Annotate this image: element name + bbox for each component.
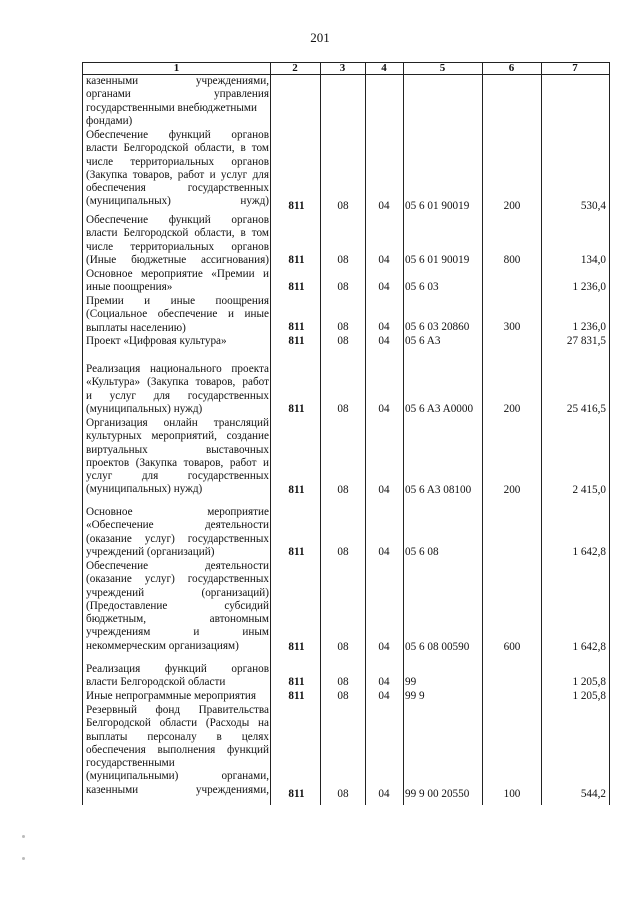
description-line: «Обеспечение деятельности [86,519,269,532]
description-line: Организация онлайн трансляций [86,417,269,429]
admin-code: 811 [288,546,305,558]
description-line: власти Белгородской области, в том [86,227,269,240]
column-header-6: 6 [508,62,515,74]
section-code: 08 [337,321,349,333]
description-line: Реализация национального проекта [86,363,269,375]
expense-type-code: 200 [503,403,521,415]
description-line: (муниципальных) нужд) [86,402,203,415]
row-description [86,363,269,416]
description-line: обеспечения государственных [86,182,269,195]
target-article-code: 05 6 03 [405,281,439,293]
description-line: государственными [86,757,175,770]
description-line: Обеспечение функций органов [86,214,269,226]
description-line: Основное мероприятие «Премии и [86,268,269,280]
row-description [86,295,269,335]
description-line: (Закупка товаров, работ и услуг для [86,168,269,181]
expense-type-code: 800 [503,254,521,266]
admin-code: 811 [288,335,305,347]
description-line: (оказание услуг) государственных [86,532,269,545]
description-line: проектов (Закупка товаров, работ и [86,456,269,469]
section-code: 08 [337,676,349,688]
description-line: выплаты населению) [86,321,186,334]
row-description [86,214,269,267]
description-line: обеспечения выполнения функций [86,743,269,756]
description-line: (Предоставление субсидий [86,599,269,612]
budget-table [82,62,610,805]
target-article-code: 99 [405,676,417,688]
page-number: 201 [310,30,330,45]
admin-code: 811 [288,484,305,496]
section-code: 08 [337,484,349,496]
row-description [86,129,269,209]
description-line: культурных мероприятий, создание [86,430,269,443]
target-article-code: 05 6 03 20860 [405,321,470,333]
amount: 1 642,8 [572,546,606,558]
description-line: Иные непрограммные мероприятия [86,690,257,702]
amount: 134,0 [580,254,606,266]
description-line: учреждениям и иным [86,626,269,639]
section-code: 08 [337,254,349,266]
description-line: (оказание услуг) государственных [86,573,269,586]
column-header-4: 4 [381,62,387,74]
row-description [86,268,269,295]
section-code: 08 [337,281,349,293]
target-article-code: 05 6 08 00590 [405,641,470,653]
expense-type-code: 200 [503,484,521,496]
description-line: Белгородской области (Расходы на [86,717,269,730]
admin-code: 811 [288,690,305,702]
expense-type-code: 100 [503,788,521,800]
amount: 1 205,8 [572,676,606,688]
description-line: Обеспечение деятельности [86,560,269,572]
subsection-code: 04 [378,403,390,415]
description-line: (муниципальными) органами, [86,770,269,783]
section-code: 08 [337,641,349,653]
description-line: и услуг для государственных [86,389,269,402]
row-description [86,560,269,653]
amount: 530,4 [580,200,606,212]
description-line: некоммерческим организациям) [86,639,239,652]
admin-code: 811 [288,321,305,333]
description-line: (Социальное обеспечение и иные [86,308,269,321]
row-description [86,690,269,703]
admin-code: 811 [288,403,305,415]
section-code: 08 [337,788,349,800]
expense-type-code: 600 [503,641,521,653]
target-article-code: 05 6 01 90019 [405,200,470,212]
expense-type-code: 200 [503,200,521,212]
subsection-code: 04 [378,254,390,266]
subsection-code: 04 [378,321,390,333]
subsection-code: 04 [378,641,390,653]
description-line: учреждений (организаций) [86,545,215,558]
amount: 1 205,8 [572,690,606,702]
subsection-code: 04 [378,335,390,347]
description-line: Обеспечение функций органов [86,129,269,141]
description-line: казенными учреждениями, [86,75,269,87]
subsection-code: 04 [378,281,390,293]
description-line: органами управления [86,88,269,101]
row-description [86,335,269,348]
description-line: Резервный фонд Правительства [86,704,269,716]
section-code: 08 [337,200,349,212]
description-line: власти Белгородской области [86,676,226,689]
description-line: государственными внебюджетными [86,101,257,114]
target-article-code: 05 6 08 [405,546,439,558]
amount: 1 236,0 [572,281,606,293]
target-article-code: 05 6 A3 [405,335,441,347]
row-description [86,704,269,797]
row-description [86,417,269,497]
section-code: 08 [337,403,349,415]
admin-code: 811 [288,200,305,212]
description-line: учреждений (организаций) [86,586,269,599]
description-line: выплаты персоналу в целях [86,730,269,743]
row-description [86,506,269,559]
description-line: «Культура» (Закупка товаров, работ [86,376,269,389]
description-line: (муниципальных) нужд) [86,195,269,208]
description-line: (муниципальных) нужд) [86,483,203,496]
description-line: фондами) [86,114,133,127]
description-line: числе территориальных органов [86,240,269,253]
target-article-code: 99 9 00 20550 [405,788,470,800]
target-article-code: 05 6 A3 08100 [405,484,472,496]
target-article-code: 05 6 A3 A0000 [405,403,474,415]
subsection-code: 04 [378,484,390,496]
amount: 1 236,0 [572,321,606,333]
section-code: 08 [337,690,349,702]
scan-speck [22,835,25,838]
amount: 1 642,8 [572,641,606,653]
subsection-code: 04 [378,676,390,688]
section-code: 08 [337,546,349,558]
description-line: власти Белгородской области, в том [86,142,269,155]
admin-code: 811 [288,281,305,293]
scan-speck [22,857,25,860]
description-line: Премии и иные поощрения [86,295,269,307]
description-line: (Иные бюджетные ассигнования) [86,253,269,266]
admin-code: 811 [288,788,305,800]
admin-code: 811 [288,676,305,688]
row-description [86,663,269,690]
column-header-5: 5 [439,62,446,74]
description-line: иные поощрения» [86,281,173,294]
description-line: числе территориальных органов [86,155,269,168]
section-code: 08 [337,335,349,347]
amount: 2 415,0 [572,484,606,496]
column-divider [270,62,271,805]
subsection-code: 04 [378,200,390,212]
column-divider [403,62,404,805]
description-line: казенными учреждениями, [86,783,269,796]
row-description [86,75,269,128]
column-header-7: 7 [572,62,578,74]
column-header-3: 3 [339,62,346,74]
subsection-code: 04 [378,690,390,702]
expense-type-code: 300 [503,321,521,333]
subsection-code: 04 [378,788,390,800]
subsection-code: 04 [378,546,390,558]
description-line: Реализация функций органов [86,663,269,675]
amount: 544,2 [580,788,606,800]
admin-code: 811 [288,254,305,266]
column-header-1: 1 [173,62,180,74]
description-line: услуг для государственных [86,470,269,483]
column-divider [482,62,483,805]
description-line: Проект «Цифровая культура» [86,335,227,347]
column-header-2: 2 [292,62,298,74]
amount: 25 416,5 [566,403,606,415]
description-line: бюджетным, автономным [86,613,269,626]
amount: 27 831,5 [566,335,606,347]
target-article-code: 99 9 [405,690,425,702]
description-line: Основное мероприятие [86,506,269,518]
target-article-code: 05 6 01 90019 [405,254,470,266]
admin-code: 811 [288,641,305,653]
description-line: виртуальных выставочных [86,443,269,456]
